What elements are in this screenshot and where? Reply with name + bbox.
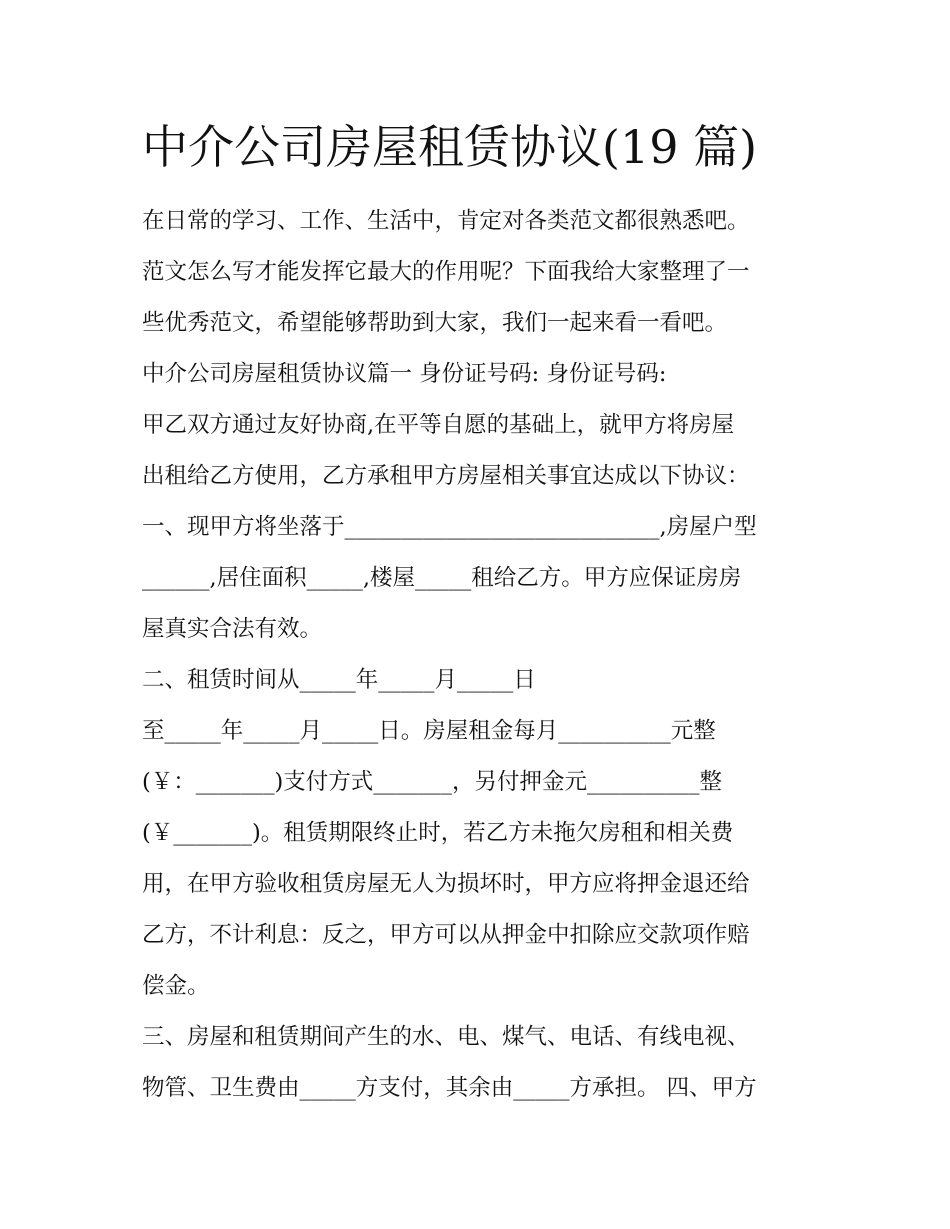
paragraph-line: ______,居住面积_____,楼屋_____租给乙方。甲方应保证房房 [142, 565, 742, 591]
paragraph-line: 乙方，不计利息：反之，甲方可以从押金中扣除应交款项作赔 [142, 922, 750, 948]
paragraph-line: (￥_______)。租赁期限终止时，若乙方未拖欠房租和相关费 [142, 820, 734, 846]
paragraph-line: 范文怎么写才能发挥它最大的作用呢？下面我给大家整理了一 [142, 259, 750, 285]
paragraph-line: 物管、卫生费由_____方支付，其余由_____方承担。 四、甲方 [142, 1075, 757, 1101]
paragraph-line: 一、现甲方将坐落于____________________________,房屋户型 [142, 514, 757, 540]
paragraph-line: 屋真实合法有效。 [142, 616, 323, 642]
paragraph-line: 至_____年_____月_____日。房屋租金每月__________元整 [142, 718, 716, 744]
paragraph-line: 偿金。 [142, 973, 210, 999]
paragraph-line: (￥：_______)支付方式_______，另付押金元__________整 [142, 769, 723, 795]
paragraph-line: 在日常的学习、工作、生活中，肯定对各类范文都很熟悉吧。 [142, 208, 750, 234]
paragraph-line: 甲乙双方通过友好协商,在平等自愿的基础上，就甲方将房屋 [142, 412, 735, 438]
paragraph-line: 中介公司房屋租赁协议篇一 身份证号码: 身份证号码: [142, 361, 667, 387]
paragraph-line: 出租给乙方使用，乙方承租甲方房屋相关事宜达成以下协议： [142, 463, 750, 489]
paragraph-line: 些优秀范文，希望能够帮助到大家，我们一起来看一看吧。 [142, 310, 728, 336]
paragraph-line: 二、租赁时间从_____年_____月_____日 [142, 667, 536, 693]
paragraph-line: 三、房屋和租赁期间产生的水、电、煤气、电话、有线电视、 [142, 1024, 750, 1050]
paragraph-line: 用，在甲方验收租赁房屋无人为损坏时，甲方应将押金退还给 [142, 871, 750, 897]
document-title: 中介公司房屋租赁协议(19 篇) [142, 120, 758, 174]
